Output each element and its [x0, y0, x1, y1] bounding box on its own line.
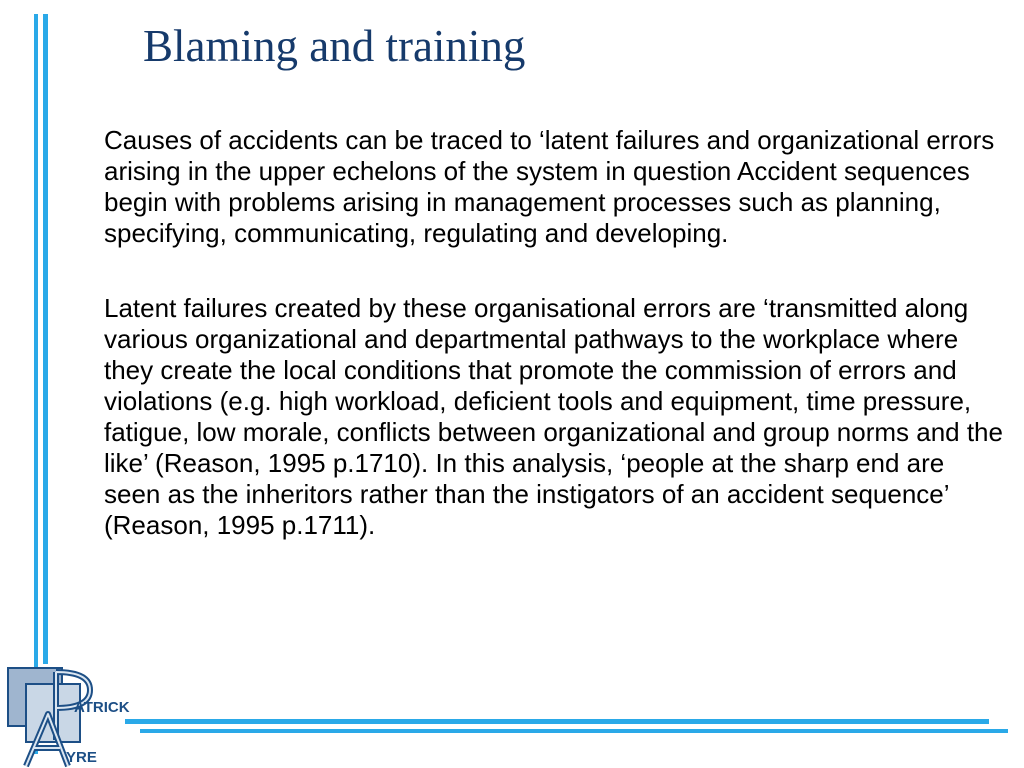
body-paragraph: Causes of accidents can be traced to ‘latent failures and organizational errors arising in the upper echelons of the system in question Accident sequences begin with problems arising in management processes such as planning, specifying, communicating, regulating and developing. [104, 125, 995, 248]
patrick-ayre-logo [6, 662, 136, 768]
left-decorative-line [43, 14, 48, 664]
slide-body [104, 125, 1004, 541]
bottom-decorative-line [125, 719, 989, 724]
left-decorative-line [34, 14, 38, 754]
bottom-decorative-line [140, 729, 1008, 733]
logo-text-atrick: ATRICK [74, 699, 130, 716]
logo-text-yre: YRE [66, 749, 97, 766]
body-paragraph: Latent failures created by these organisational errors are ‘transmitted along various organizational and departmental pathways to the workplace where they create the local conditions that promote the commission of errors and violations (e.g. high workload, deficient tools and equipment, time pressure, fatigue, low morale, conflicts between organizational and group norms and the like’ (Reason, 1995 p.1710). In this analysis, ‘people at the sharp end are seen as the inheritors rather than the instigators of an accident sequence’ (Reason, 1995 p.1711). [104, 293, 1003, 540]
slide-title: Blaming and training [143, 21, 526, 71]
